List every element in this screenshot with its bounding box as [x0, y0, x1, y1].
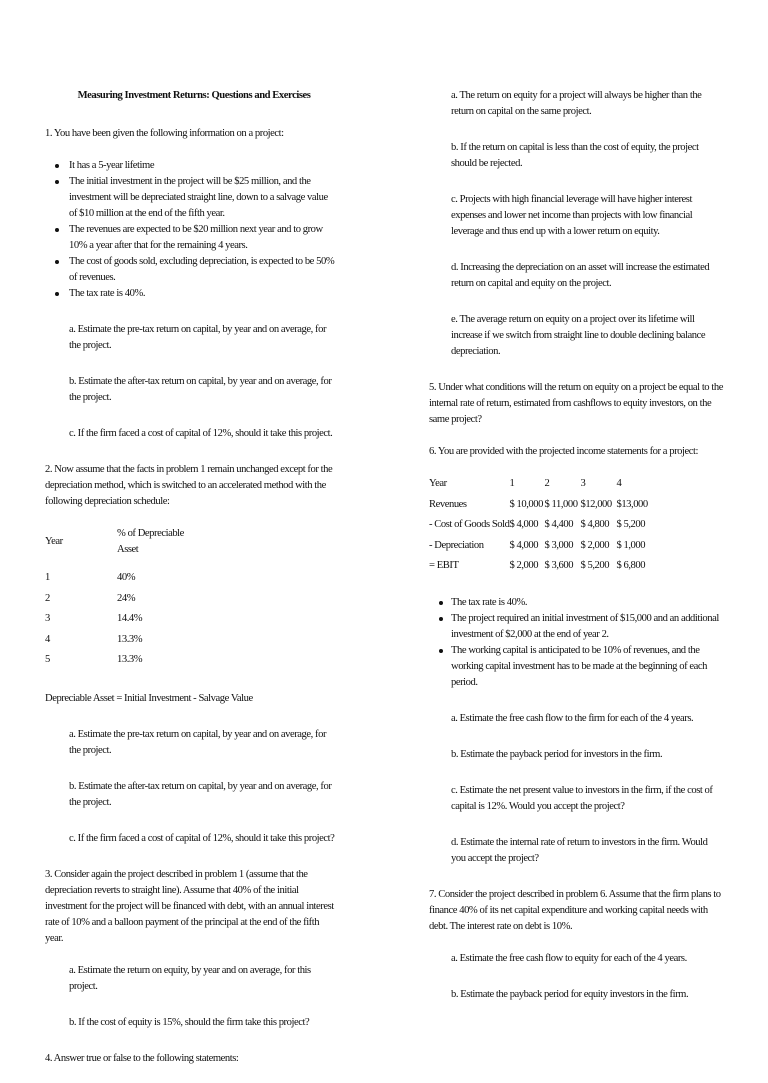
table-cell: 2	[45, 592, 50, 604]
q4-part-b: b. If the return on capital is less than the cost of equity, the project should be rejected.	[451, 142, 699, 169]
right-column	[429, 88, 723, 1023]
table-header-row	[45, 526, 187, 570]
q5-intro: 5. Under what conditions will the return on equity on a project be equal to the internal rate of return, estimated from cashflows to equity investors, on the same project?	[429, 382, 723, 425]
q4-part-d: d. Increasing the depreciation on an asset will increase the estimated return on capital and equity on the project.	[451, 262, 710, 289]
table-row	[45, 611, 187, 632]
table-cell: $ 2,000	[509, 560, 539, 571]
q1-intro: 1. You have been given the following information on a project:	[45, 128, 284, 139]
row-label: = EBIT	[429, 560, 459, 571]
q1-part-b: b. Estimate the after-tax return on capital, by year and on average, for the project.	[69, 376, 332, 403]
table-row	[429, 517, 656, 538]
left-column	[45, 88, 337, 1083]
table-cell: $ 4,000	[509, 519, 539, 530]
table-cell: $ 5,200	[616, 519, 646, 530]
list-item: The tax rate is 40%.	[45, 286, 337, 302]
row-label: - Depreciation	[429, 539, 484, 551]
table-row	[45, 570, 187, 591]
q2-part-c: c. If the firm faced a cost of capital of 12%, should it take this project?	[69, 832, 335, 844]
q2-part-a: a. Estimate the pre-tax return on capital, by year and on average, for the project.	[69, 728, 327, 756]
table-cell: 13.3%	[117, 654, 143, 665]
table-cell: $13,000	[616, 498, 648, 510]
column-header: 2	[544, 478, 550, 489]
q7-part-b: b. Estimate the payback period for equity investors in the firm.	[451, 988, 689, 1000]
column-header-year: Year	[45, 536, 63, 547]
q4-part-e: e. The average return on equity on a project over its lifetime will increase if we switch from straight line to double declining balance depreciation.	[451, 314, 706, 357]
table-cell: $ 4,000	[509, 539, 539, 551]
depreciable-asset-formula: Depreciable Asset = Initial Investment - Salvage Value	[45, 692, 253, 704]
q6-part-b: b. Estimate the payback period for investors in the firm.	[451, 748, 663, 760]
column-header: 3	[580, 478, 586, 489]
table-cell: 40%	[117, 572, 136, 583]
table-row	[429, 538, 656, 559]
table-cell: $ 5,200	[580, 560, 610, 571]
table-cell: $ 3,600	[544, 560, 574, 571]
table-row	[429, 497, 656, 518]
document-title: Measuring Investment Returns: Questions and Exercises	[77, 90, 311, 101]
list-item: The revenues are expected to be $20 million next year and to grow 10% a year after that for the remaining 4 years.	[45, 222, 337, 254]
list-item: It has a 5-year lifetime	[45, 158, 337, 174]
table-cell: $ 1,000	[616, 539, 646, 551]
column-header: 4	[616, 478, 622, 489]
table-row	[45, 652, 187, 673]
q7-part-a: a. Estimate the free cash flow to equity for each of the 4 years.	[451, 952, 687, 964]
table-row	[45, 591, 187, 612]
income-statement-table	[429, 476, 656, 579]
table-cell: 1	[45, 572, 50, 583]
depreciation-schedule-table	[45, 526, 187, 673]
q3-intro: 3. Consider again the project described in problem 1 (assume that the depreciation reverts to straight line). Assume that 40% of the initial investment for the project will be financed with debt, with an annual interest rate of 10% and a balloon payment of the principal at the end of the fifth year.	[45, 868, 334, 944]
list-item: The cost of goods sold, excluding depreciation, is expected to be 50% of revenues.	[45, 254, 337, 286]
table-cell: $ 11,000	[544, 498, 578, 510]
q4-part-a: a. The return on equity for a project will always be higher than the return on capital on the same project.	[451, 90, 702, 117]
q2-intro: 2. Now assume that the facts in problem 1 remain unchanged except for the depreciation method, which is switched to an accelerated method with the following depreciation schedule:	[45, 464, 333, 507]
table-cell: $ 4,400	[544, 519, 574, 530]
q6-bullet-list	[429, 595, 723, 691]
q3-part-b: b. If the cost of equity is 15%, should the firm take this project?	[69, 1016, 310, 1028]
list-item: The working capital is anticipated to be 10% of revenues, and the working capital investment has to be made at the beginning of each period.	[429, 643, 723, 691]
table-cell: 3	[45, 613, 50, 624]
table-cell: $ 2,000	[580, 539, 610, 551]
list-item: The initial investment in the project will be $25 million, and the investment will be depreciated straight line, down to a salvage value of $10 million at the end of the fifth year.	[45, 174, 337, 222]
table-header-row	[429, 476, 656, 497]
row-label: - Cost of Goods Sold	[429, 519, 510, 530]
q2-part-b: b. Estimate the after-tax return on capital, by year and on average, for the project.	[69, 780, 332, 808]
column-header-year: Year	[429, 478, 447, 489]
table-cell: 4	[45, 633, 50, 645]
table-cell: 5	[45, 654, 50, 665]
q1-part-a: a. Estimate the pre-tax return on capital, by year and on average, for the project.	[69, 324, 327, 351]
table-cell: $12,000	[580, 498, 612, 510]
table-row	[429, 558, 656, 579]
q6-part-c: c. Estimate the net present value to investors in the firm, if the cost of capital is 12%. Would you accept the project?	[451, 784, 713, 812]
table-cell: 13.3%	[117, 633, 143, 645]
list-item: The tax rate is 40%.	[429, 595, 723, 611]
table-cell: $ 10,000	[509, 498, 543, 510]
column-header-percent: % of Depreciable Asset	[117, 528, 184, 555]
column-header: 1	[509, 478, 515, 489]
table-cell: 24%	[117, 592, 136, 604]
q1-bullet-list	[45, 158, 337, 302]
q6-part-d: d. Estimate the internal rate of return to investors in the firm. Would you accept the project?	[451, 836, 708, 864]
q4-intro: 4. Answer true or false to the following statements:	[45, 1052, 239, 1064]
table-cell: 14.4%	[117, 613, 143, 624]
table-cell: $ 4,800	[580, 519, 610, 530]
table-row	[45, 632, 187, 653]
row-label: Revenues	[429, 498, 467, 510]
q4-part-c: c. Projects with high financial leverage will have higher interest expenses and lower net income than projects with low financial leverage and thus end up with a lower return on equity.	[451, 194, 693, 237]
q6-part-a: a. Estimate the free cash flow to the firm for each of the 4 years.	[451, 712, 694, 724]
list-item: The project required an initial investment of $15,000 and an additional investment of $2,000 at the end of year 2.	[429, 611, 723, 643]
q6-intro: 6. You are provided with the projected income statements for a project:	[429, 446, 699, 457]
q3-part-a: a. Estimate the return on equity, by year and on average, for this project.	[69, 964, 311, 992]
q1-part-c: c. If the firm faced a cost of capital of 12%, should it take this project.	[69, 428, 333, 439]
q7-intro: 7. Consider the project described in problem 6. Assume that the firm plans to finance 40% of its net capital expenditure and working capital needs with debt. The interest rate on debt is 10%.	[429, 888, 721, 932]
table-cell: $ 6,800	[616, 560, 646, 571]
table-cell: $ 3,000	[544, 539, 574, 551]
